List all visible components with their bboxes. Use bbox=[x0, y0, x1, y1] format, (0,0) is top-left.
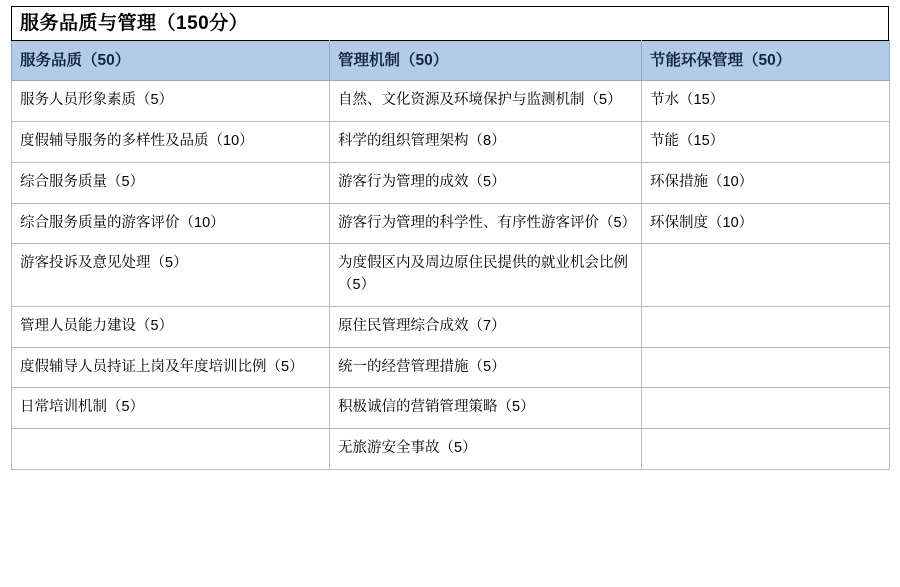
cell-management-mechanism bbox=[330, 81, 642, 122]
cell-service-quality bbox=[12, 244, 330, 307]
cell-text: 节能（15） bbox=[650, 133, 725, 149]
cell-text: 度假辅导服务的多样性及品质（10） bbox=[20, 133, 254, 149]
table-row bbox=[12, 122, 890, 163]
cell-text: 游客行为管理的成效（5） bbox=[338, 173, 506, 190]
cell-text: 管理人员能力建设（5） bbox=[20, 317, 174, 334]
cell-text: 服务人员形象素质（5） bbox=[20, 92, 174, 109]
cell-text: 无旅游安全事故（5） bbox=[338, 440, 477, 456]
cell-text: 日常培训机制（5） bbox=[20, 399, 145, 416]
cell-energy-environment-empty bbox=[642, 429, 890, 470]
cell-text: 统一的经营管理措施（5） bbox=[338, 358, 506, 375]
cell-text: 原住民管理综合成效（7） bbox=[338, 317, 506, 334]
cell-text: 度假辅导人员持证上岗及年度培训比例（5） bbox=[20, 358, 304, 375]
cell-service-quality bbox=[12, 81, 330, 122]
cell-energy-environment-empty bbox=[642, 306, 890, 347]
table-header-row bbox=[12, 41, 890, 81]
cell-management-mechanism bbox=[330, 388, 642, 429]
cell-service-quality bbox=[12, 122, 330, 163]
cell-text: 积极诚信的营销管理策略（5） bbox=[338, 399, 535, 416]
cell-service-quality bbox=[12, 388, 330, 429]
cell-service-quality bbox=[12, 203, 330, 244]
table-row bbox=[12, 429, 890, 470]
cell-service-quality-empty bbox=[12, 429, 330, 470]
cell-management-mechanism bbox=[330, 203, 642, 244]
column-header-service-quality: 服务品质（50） bbox=[12, 41, 330, 81]
cell-management-mechanism bbox=[330, 122, 642, 163]
table-title-bar bbox=[11, 6, 889, 40]
cell-management-mechanism bbox=[330, 162, 642, 203]
cell-text: 游客投诉及意见处理（5） bbox=[20, 255, 188, 272]
table-row bbox=[12, 81, 890, 122]
criteria-table bbox=[11, 40, 890, 470]
cell-energy-environment bbox=[642, 122, 890, 163]
cell-text: 游客行为管理的科学性、有序性游客评价（5） bbox=[338, 214, 637, 231]
cell-text: 环保制度（10） bbox=[650, 214, 754, 231]
cell-service-quality bbox=[12, 306, 330, 347]
column-header-energy-environment: 节能环保管理（50） bbox=[642, 41, 890, 81]
cell-energy-environment bbox=[642, 81, 890, 122]
cell-text: 环保措施（10） bbox=[650, 173, 754, 190]
cell-service-quality bbox=[12, 347, 330, 388]
cell-energy-environment-empty bbox=[642, 244, 890, 307]
table-row bbox=[12, 162, 890, 203]
cell-management-mechanism bbox=[330, 429, 642, 470]
cell-text: 综合服务质量（5） bbox=[20, 173, 145, 190]
table-row bbox=[12, 244, 890, 307]
cell-energy-environment-empty bbox=[642, 388, 890, 429]
cell-energy-environment-empty bbox=[642, 347, 890, 388]
column-header-management-mechanism: 管理机制（50） bbox=[330, 41, 642, 81]
table-row bbox=[12, 388, 890, 429]
table-row bbox=[12, 347, 890, 388]
cell-text: 科学的组织管理架构（8） bbox=[338, 133, 506, 149]
cell-service-quality bbox=[12, 162, 330, 203]
table-row bbox=[12, 203, 890, 244]
cell-text: 自然、文化资源及环境保护与监测机制（5） bbox=[338, 92, 622, 109]
cell-text: 节水（15） bbox=[650, 92, 725, 109]
cell-energy-environment bbox=[642, 162, 890, 203]
cell-energy-environment bbox=[642, 203, 890, 244]
cell-management-mechanism bbox=[330, 347, 642, 388]
page-title: 服务品质与管理（150分） bbox=[20, 13, 249, 34]
table-row bbox=[12, 306, 890, 347]
cell-text: 为度假区内及周边原住民提供的就业机会比例（5） bbox=[338, 255, 628, 293]
cell-text: 综合服务质量的游客评价（10） bbox=[20, 214, 225, 231]
cell-management-mechanism bbox=[330, 306, 642, 347]
cell-management-mechanism bbox=[330, 244, 642, 307]
document-sheet bbox=[0, 6, 900, 587]
